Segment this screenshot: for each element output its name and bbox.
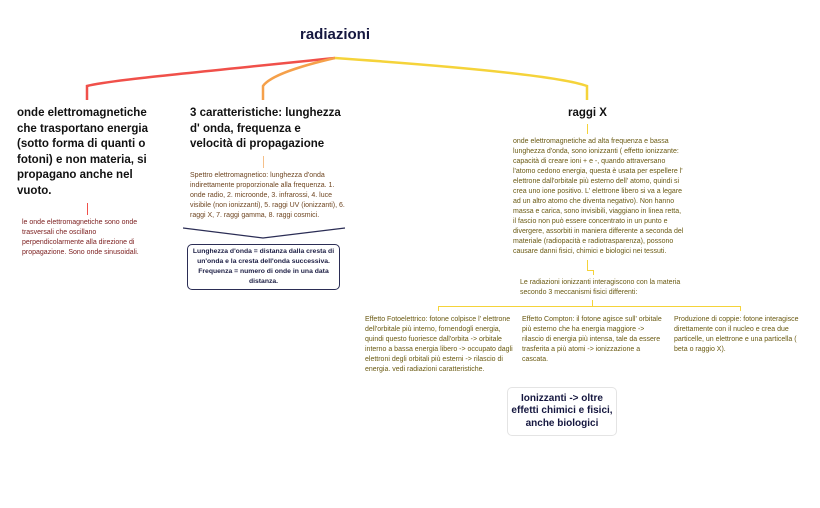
branch-connectors (0, 0, 820, 110)
topic-photoelectric-effect[interactable]: Effetto Fotoelettrico: fotone colpisce l' elettrone dell'orbitale più interno, fornendogli energia, quindi questo fuoriesce dall'orbita -> orbitale interno a bassa energia libero -> occupato dagli elettroni degli orbitali più esterni -> rilascio di energia. vedi radiazioni caratteristiche. (365, 315, 513, 373)
connector-line (263, 156, 264, 168)
topic-x-rays[interactable]: raggi X (568, 107, 607, 119)
effects-connector (438, 306, 741, 311)
topic-x-rays-detail[interactable]: onde elettromagnetiche ad alta frequenza e bassa lunghezza d'onda, sono ionizzanti ( effetto ionizzante: capacità di creare ioni + e -, quando attraversano l'atomo cedono energia, questa è usata per espellere l' elettrone dall'orbitale più esterno dell' atomo, quindi si crea uno ione positivo. L' elettrone libero si va a legare ad un altro atomo che diventa negativo). Non hanno massa e carica, sono invisibili, viaggiano in linea retta, il fascio non può essere concentrato in un punto e divergere, assorbiti in maniera differente a seconda del materiale (radiopacità e radiotrasparenza), possono causare danni fisici, chimici e biologici nei tessuti. (513, 137, 684, 255)
right-branch (355, 106, 815, 436)
connector-line (587, 124, 588, 134)
connector-line (593, 271, 594, 275)
topic-spectrum-detail[interactable]: Spettro elettromagnetico: lunghezza d'onda indirettamente proporzionale alla frequenza. 1. onde radio, 2. microonde, 3. infrarossi, 4. luce visibile (non ionizzanti), 5. raggi UV (ionizzanti), 6. raggi X, 7. raggi gamma, 8. raggi cosmici. (190, 171, 345, 219)
topic-pair-production[interactable]: Produzione di coppie: fotone interagisce direttamente con il nucleo e crea due particelle, un elettrone e una particella ( beta o raggio X). (674, 315, 799, 353)
wavelength-definition-box[interactable]: Lunghezza d'onda = distanza dalla cresta di un'onda e la cresta dell'onda successiva. Frequenza = numero di onde in una data distanza. (187, 244, 340, 290)
connector-line (87, 203, 88, 215)
topic-waves-detail[interactable]: le onde elettromagnetiche sono onde trasversali che oscillano perpendicolarmente alla direzione di propagazione. Sono onde sinusoidali. (22, 219, 139, 256)
group-connector (183, 226, 348, 240)
effects-row (365, 315, 815, 375)
topic-compton-effect[interactable]: Effetto Compton: il fotone agisce sull' orbitale più esterno che ha energia maggiore -> rilascio di energia più intensa, tale da essere trasferita a più atomi -> ionizzazione a cascata. (522, 315, 662, 363)
connector-line (587, 260, 594, 271)
middle-branch (183, 106, 348, 290)
topic-characteristics[interactable]: 3 caratteristiche: lunghezza d' onda, frequenza e velocità di propagazione (190, 107, 341, 150)
topic-waves[interactable]: onde elettromagnetiche che trasportano energia (sotto forma di quanti o fotoni) e non materia, si propagano anche nel vuoto. (17, 107, 149, 197)
left-branch (17, 106, 165, 258)
central-topic[interactable]: radiazioni (299, 26, 370, 43)
ionizing-summary-box[interactable]: Ionizzanti -> oltre effetti chimici e fisici, anche biologici (507, 387, 617, 437)
topic-mechanisms[interactable]: Le radiazioni ionizzanti interagiscono con la materia secondo 3 meccanismi fisici differenti: (520, 278, 681, 296)
